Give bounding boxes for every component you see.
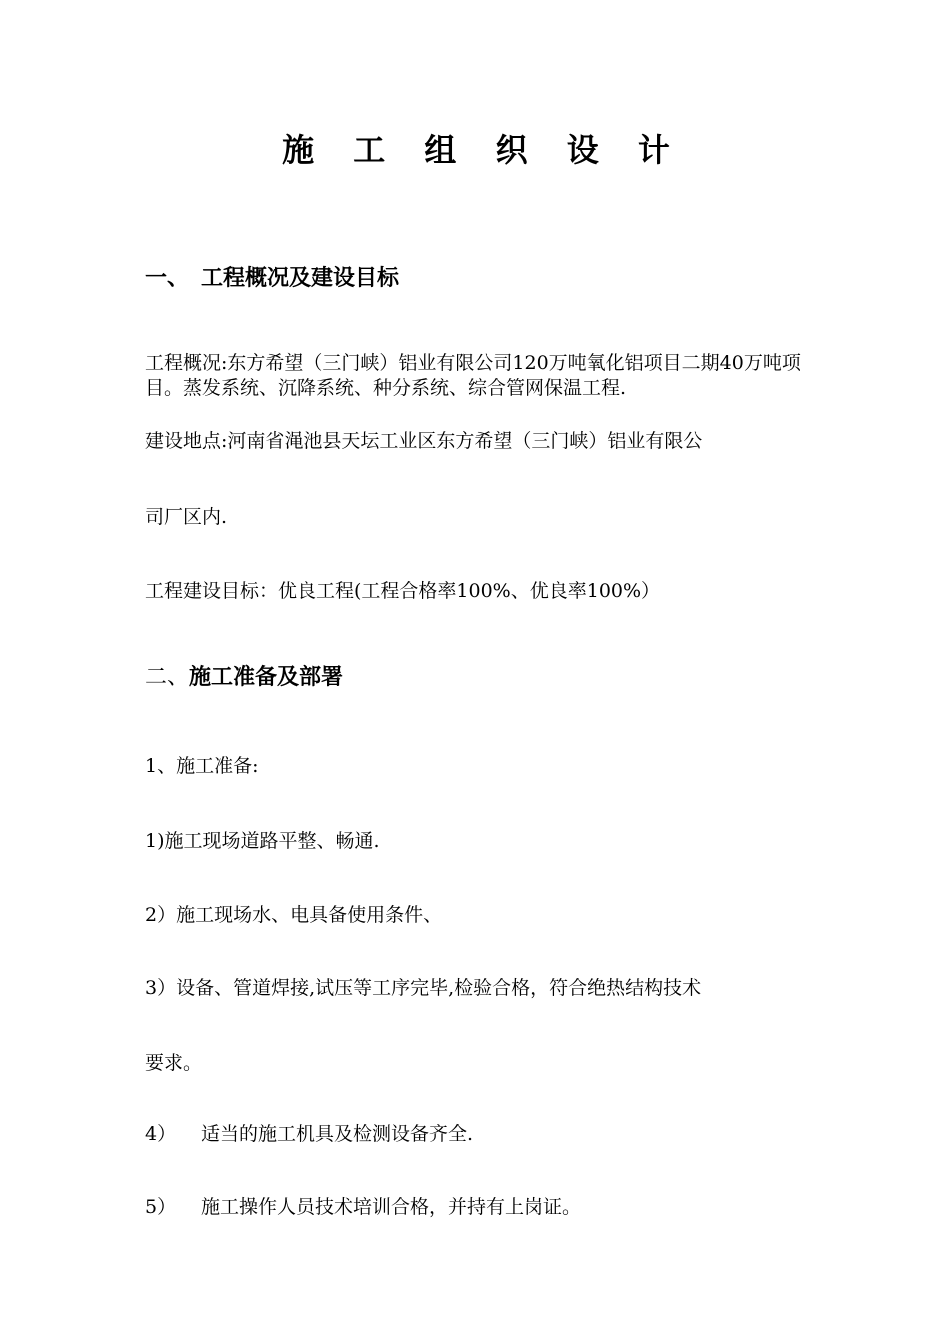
prep-item-3-cont: 要求。	[145, 1052, 203, 1074]
prep-item-5-text: 施工操作人员技术培训合格，并持有上岗证。	[201, 1196, 582, 1218]
section2-heading	[145, 661, 343, 694]
prep-item-4-text: 适当的施工机具及检测设备齐全.	[201, 1123, 474, 1145]
prep-subheading: 1、施工准备:	[145, 755, 259, 777]
prep-item-4	[145, 1120, 473, 1148]
section2-title: 施工准备及部署	[189, 664, 344, 690]
prep-item-4-number: 4）	[145, 1123, 177, 1145]
prep-item-1: 1)施工现场道路平整、畅通.	[145, 830, 380, 852]
prep-item-5-number: 5）	[145, 1196, 177, 1218]
prep-item-2: 2）施工现场水、电具备使用条件、	[145, 904, 443, 926]
construction-goal: 工程建设目标：优良工程(工程合格率100%、优良率100%）	[145, 580, 661, 602]
document-title: 施 工 组 织 设 计	[282, 131, 684, 169]
prep-item-3: 3）设备、管道焊接,试压等工序完毕,检验合格，符合绝热结构技术	[145, 977, 702, 999]
section1-heading	[145, 262, 399, 294]
section1-title: 工程概况及建设目标	[201, 265, 400, 291]
location-line-2: 司厂区内.	[145, 506, 228, 528]
section1-number: 一、	[145, 265, 190, 291]
location-line-1: 建设地点:河南省渑池县天坛工业区东方希望（三门峡）铝业有限公	[145, 430, 703, 452]
overview-paragraph: 工程概况:东方希望（三门峡）铝业有限公司120万吨氧化铝项目二期40万吨项目。蒸发系统、沉降系统、种分系统、综合管网保温工程.	[145, 352, 801, 399]
section2-number: 二、	[145, 665, 190, 690]
prep-item-5	[145, 1193, 581, 1221]
